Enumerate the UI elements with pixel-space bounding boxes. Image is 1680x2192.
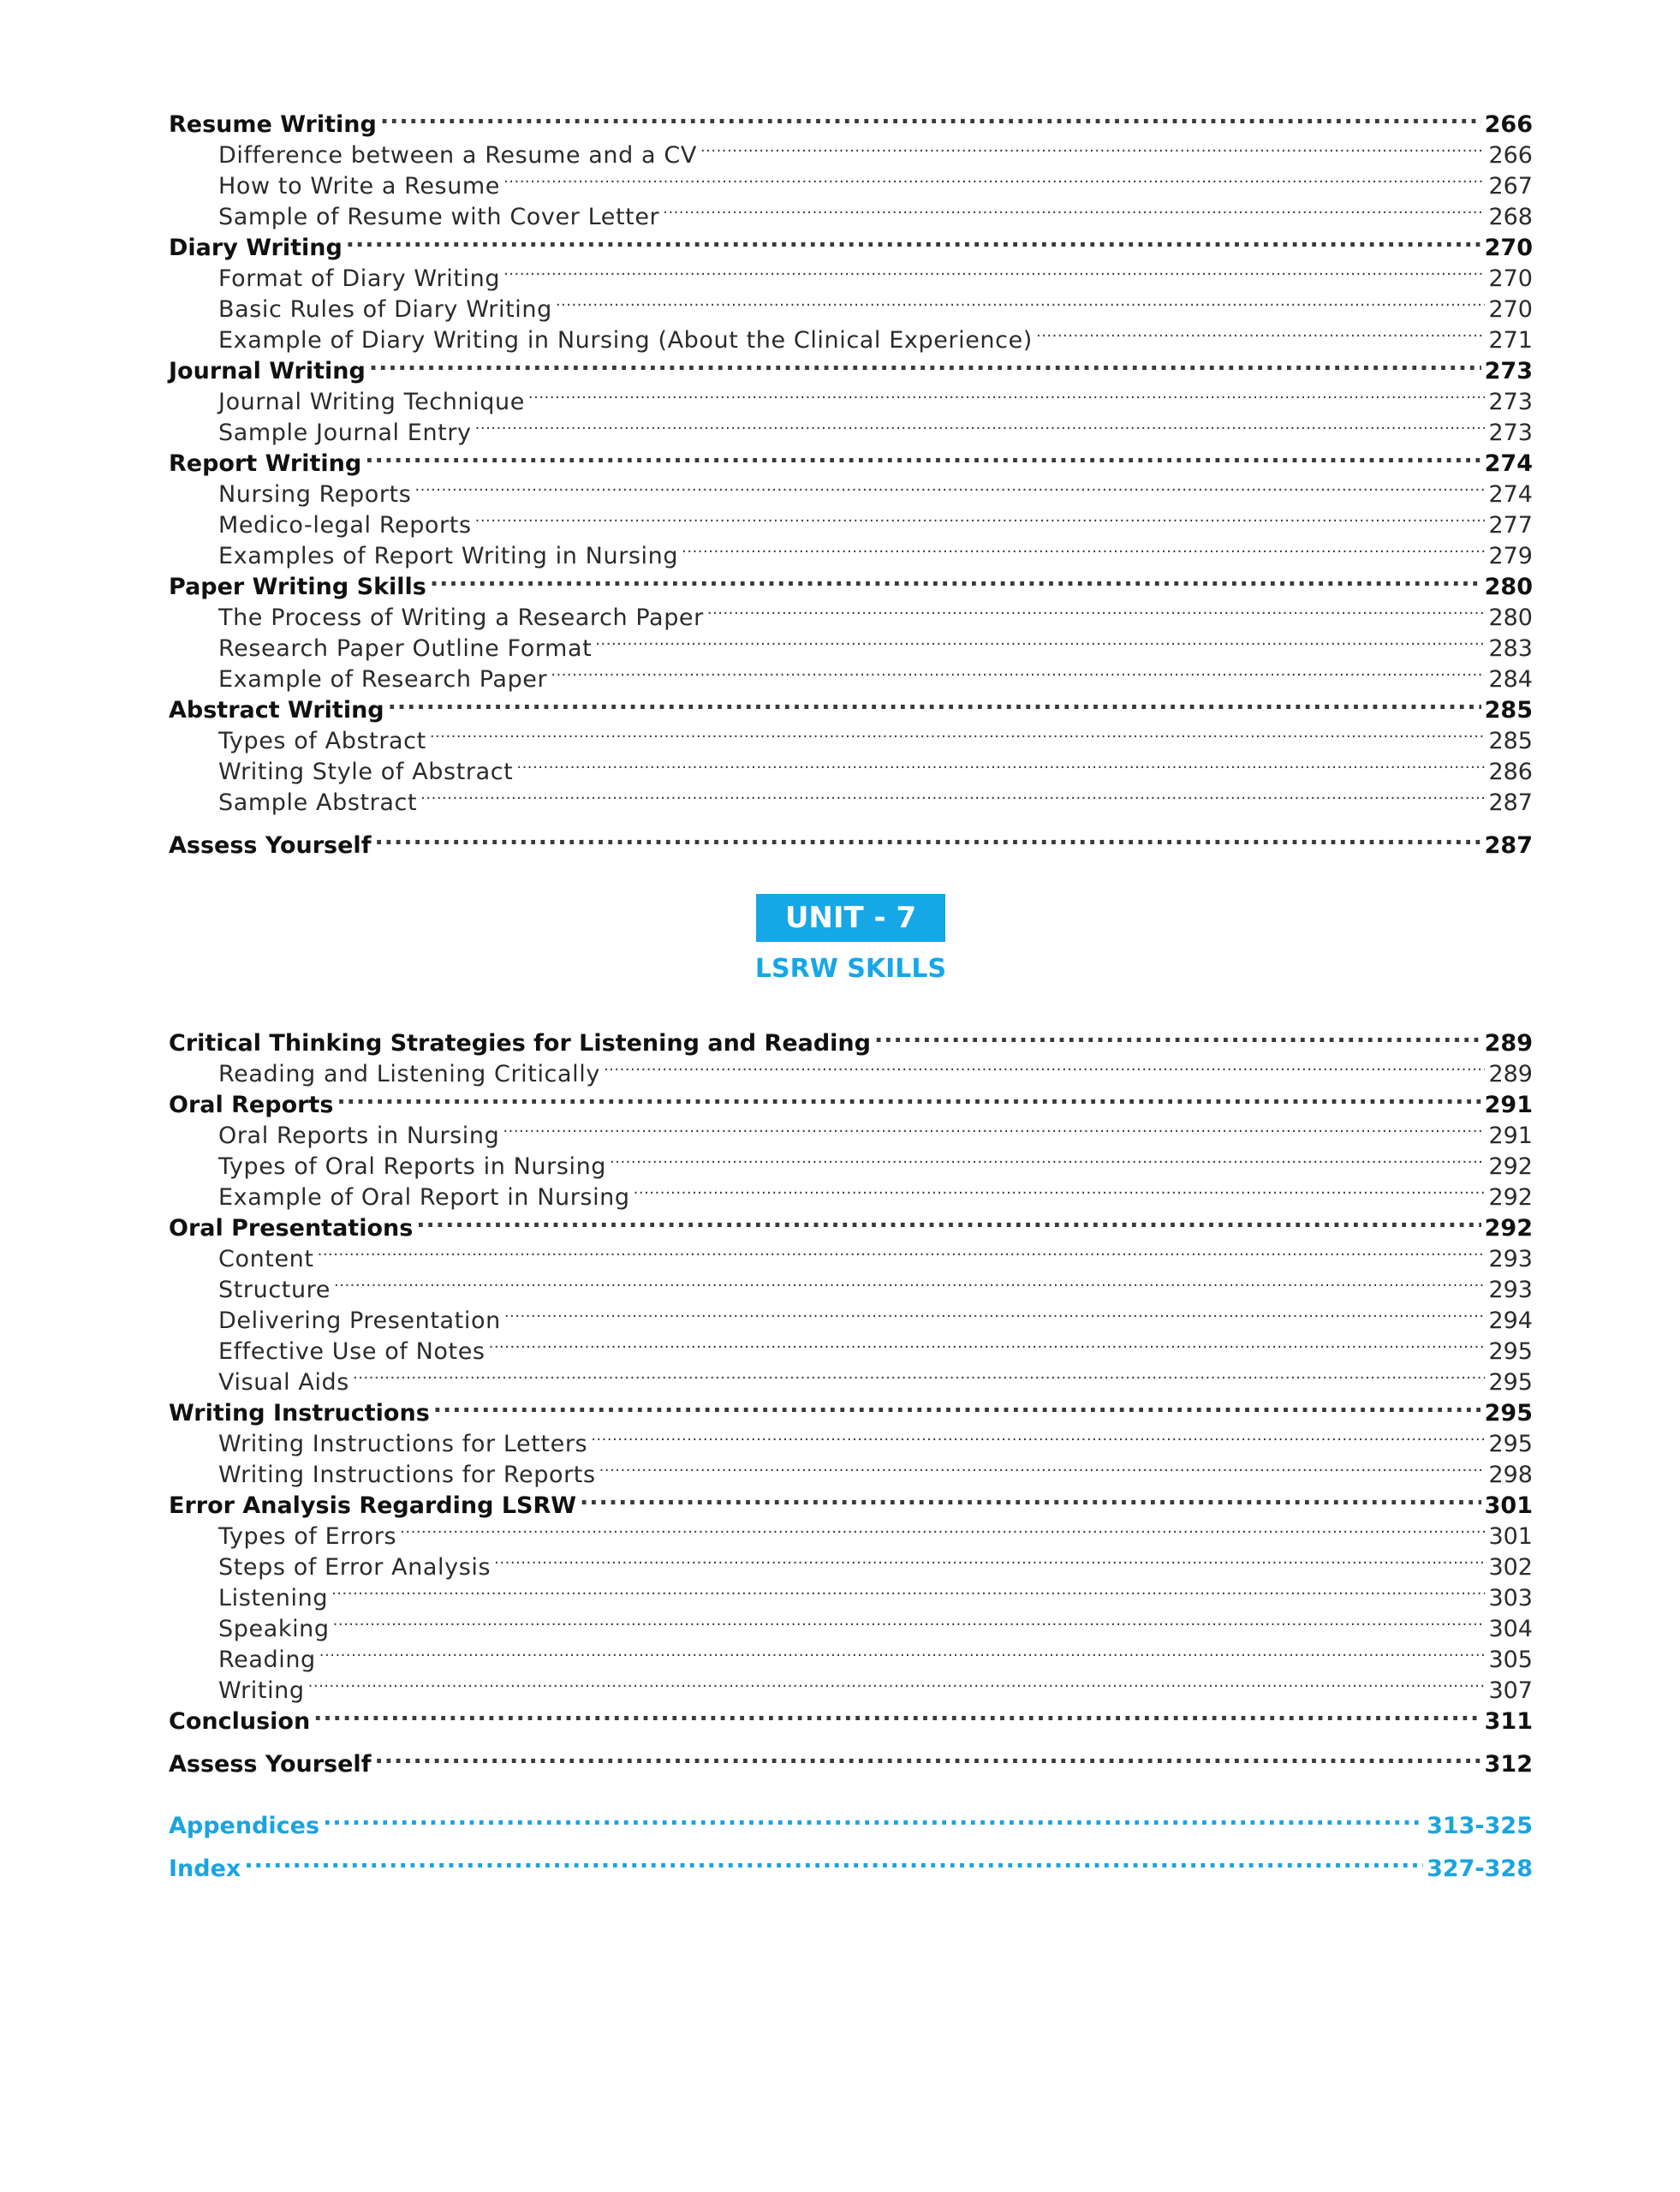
toc-entry-page: 279: [1488, 543, 1533, 569]
dot-leader: [244, 1845, 1423, 1876]
dot-leader: [380, 101, 1481, 132]
toc-entry-title: Nursing Reports: [218, 481, 412, 508]
dot-leader: [528, 378, 1486, 409]
toc-entry-title: Assess Yourself: [169, 1751, 372, 1778]
toc-entry-title: Writing Style of Abstract: [218, 759, 514, 785]
toc-entry-page: 295: [1488, 1338, 1533, 1365]
dot-leader: [599, 1451, 1486, 1482]
dot-leader: [374, 822, 1480, 853]
dot-leader: [308, 1667, 1486, 1698]
toc-entry-conclusion[interactable]: [169, 1698, 1533, 1735]
toc-entry-title: Journal Writing Technique: [218, 389, 525, 415]
toc-entry-page: 280: [1484, 574, 1533, 600]
dot-leader: [475, 502, 1486, 533]
toc-entry-title: Sample of Resume with Cover Letter: [218, 204, 660, 230]
toc-entry-title: Examples of Report Writing in Nursing: [218, 543, 679, 569]
toc-entry-title: Assess Yourself: [169, 832, 372, 859]
toc-entry-page: 270: [1488, 265, 1533, 292]
toc-entry-page: 289: [1488, 1061, 1533, 1087]
toc-entry-resume-writing[interactable]: [169, 101, 1533, 138]
toc-entry-title: Abstract Writing: [169, 697, 384, 724]
toc-entry-title: Paper Writing Skills: [169, 574, 426, 600]
toc-entry-page: 294: [1488, 1307, 1533, 1334]
toc-entry-structure[interactable]: [169, 1266, 1533, 1303]
toc-entry-title: Structure: [218, 1277, 331, 1303]
toc-entry-title: Report Writing: [169, 450, 362, 477]
dot-leader: [420, 779, 1485, 810]
toc-entry-page: 304: [1488, 1616, 1533, 1642]
toc-entry-page: 274: [1484, 450, 1533, 477]
dot-leader: [551, 656, 1485, 687]
dot-leader: [503, 255, 1485, 286]
dot-leader: [416, 1205, 1480, 1236]
toc-section-a: [169, 101, 1533, 816]
toc-entry-title: Example of Research Paper: [218, 666, 548, 693]
toc-entry-title: Basic Rules of Diary Writing: [218, 296, 552, 323]
toc-entry-page: 273: [1484, 358, 1533, 384]
toc-entry-page: 273: [1488, 389, 1533, 415]
dot-leader: [874, 1020, 1481, 1051]
toc-entry-page: 287: [1488, 789, 1533, 816]
dot-leader: [634, 1174, 1486, 1205]
toc-entry-page: 289: [1484, 1030, 1533, 1057]
dot-leader: [595, 625, 1485, 656]
dot-leader: [504, 1297, 1486, 1328]
toc-entry-title: Types of Oral Reports in Nursing: [218, 1153, 607, 1180]
toc-entry-title: Appendices: [169, 1813, 320, 1839]
toc-entry-title: Example of Diary Writing in Nursing (About the Clinical Experience): [218, 327, 1033, 354]
toc-entry-title: Diary Writing: [169, 235, 343, 261]
toc-entry-page: 301: [1488, 1523, 1533, 1550]
toc-entry-title: Steps of Error Analysis: [218, 1554, 491, 1581]
toc-entry-page: 293: [1488, 1246, 1533, 1272]
dot-leader: [323, 1802, 1423, 1833]
toc-entry-format-of-diary-writing[interactable]: [169, 255, 1533, 292]
spacer: [169, 1833, 1533, 1845]
toc-entry-page: 271: [1488, 327, 1533, 354]
toc-entry-title: Error Analysis Regarding LSRW: [169, 1492, 577, 1519]
toc-entry-page: 284: [1488, 666, 1533, 693]
toc-entry-title: Writing Instructions for Letters: [218, 1431, 588, 1457]
toc-entry-oral-reports[interactable]: [169, 1081, 1533, 1118]
dot-leader: [604, 1051, 1486, 1081]
toc-entry-page: 291: [1488, 1123, 1533, 1149]
dot-leader: [700, 132, 1486, 163]
dot-leader: [682, 533, 1485, 563]
toc-entry-page: 298: [1488, 1462, 1533, 1488]
dot-leader: [707, 594, 1486, 625]
toc-entry-writing-instructions[interactable]: [169, 1390, 1533, 1427]
toc-entry-title: Effective Use of Notes: [218, 1338, 486, 1365]
toc-entry-title: Visual Aids: [218, 1369, 349, 1396]
dot-leader: [353, 1359, 1485, 1390]
toc-entry-page: 286: [1488, 759, 1533, 785]
toc-entry-title: Research Paper Outline Format: [218, 635, 593, 662]
dot-leader: [610, 1143, 1485, 1174]
toc-entry-journal-writing[interactable]: [169, 348, 1533, 384]
toc-entry-page: 292: [1484, 1215, 1533, 1242]
toc-entry-page: 268: [1488, 204, 1533, 230]
toc-entry-assess-yourself-a[interactable]: [169, 822, 1533, 859]
toc-entry-page: 301: [1484, 1492, 1533, 1519]
dot-leader: [374, 1741, 1480, 1772]
toc-entry-page: 267: [1488, 173, 1533, 200]
toc-entry-title: Oral Reports in Nursing: [218, 1123, 500, 1149]
toc-entry-journal-writing-technique[interactable]: [169, 378, 1533, 415]
toc-entry-reading[interactable]: [169, 1636, 1533, 1673]
toc-entry-page: 285: [1488, 728, 1533, 754]
dot-leader: [388, 687, 1481, 718]
toc-entry-title: Reading and Listening Critically: [218, 1061, 600, 1087]
toc-entry-title: Example of Oral Report in Nursing: [218, 1184, 630, 1211]
dot-leader: [494, 1544, 1485, 1575]
toc-section-b: [169, 1020, 1533, 1735]
toc-entry-delivering-presentation[interactable]: [169, 1297, 1533, 1334]
dot-leader: [346, 224, 1481, 255]
toc-entry-nursing-reports[interactable]: [169, 471, 1533, 508]
toc-entry-title: Index: [169, 1855, 241, 1882]
toc-entry-report-writing[interactable]: [169, 440, 1533, 477]
toc-entry-page: 303: [1488, 1585, 1533, 1611]
toc-entry-page: 273: [1488, 420, 1533, 446]
dot-leader: [475, 409, 1486, 440]
dot-leader: [663, 194, 1485, 224]
toc-entry-listening[interactable]: [169, 1575, 1533, 1611]
dot-leader: [369, 348, 1481, 378]
toc-entry-index[interactable]: [169, 1845, 1533, 1882]
toc-entry-title: Oral Presentations: [169, 1215, 414, 1242]
toc-entry-diary-writing[interactable]: [169, 224, 1533, 261]
dot-leader: [318, 1236, 1486, 1266]
toc-entry-title: Sample Journal Entry: [218, 420, 472, 446]
unit-header: [169, 894, 1533, 984]
dot-leader: [430, 563, 1481, 594]
toc-entry-title: Journal Writing: [169, 358, 366, 384]
toc-entry-page: 295: [1488, 1369, 1533, 1396]
toc-entry-appendices[interactable]: [169, 1802, 1533, 1839]
toc-entry-page: 266: [1488, 142, 1533, 169]
toc-entry-page: 292: [1488, 1184, 1533, 1211]
dot-leader: [591, 1421, 1485, 1451]
toc-entry-page: 307: [1488, 1677, 1533, 1704]
toc-entry-page: 293: [1488, 1277, 1533, 1303]
toc-entry-page: 274: [1488, 481, 1533, 508]
toc-entry-page: 280: [1488, 605, 1533, 631]
toc-entry-title: Resume Writing: [169, 111, 377, 138]
dot-leader: [331, 1575, 1485, 1605]
toc-entry-title: Writing: [218, 1677, 305, 1704]
toc-page: [169, 101, 1533, 1882]
toc-entry-page: 291: [1484, 1092, 1533, 1118]
dot-leader: [556, 286, 1486, 317]
toc-entry-content[interactable]: [169, 1236, 1533, 1272]
toc-entry-title: Listening: [218, 1585, 329, 1611]
dot-leader: [433, 1390, 1481, 1421]
toc-entry-title: Sample Abstract: [218, 789, 418, 816]
toc-entry-title: Delivering Presentation: [218, 1307, 501, 1334]
toc-entry-page: 292: [1488, 1153, 1533, 1180]
toc-entry-title: The Process of Writing a Research Paper: [218, 605, 704, 631]
toc-entry-page: 302: [1488, 1554, 1533, 1581]
unit-badge: UNIT - 7: [756, 894, 945, 942]
toc-entry-page: 295: [1488, 1431, 1533, 1457]
dot-leader: [313, 1698, 1480, 1729]
toc-entry-title: Speaking: [218, 1616, 330, 1642]
toc-entry-title: Types of Errors: [218, 1523, 397, 1550]
toc-entry-title: Writing Instructions: [169, 1400, 430, 1427]
toc-entry-title: Oral Reports: [169, 1092, 334, 1118]
toc-entry-page: 327-328: [1427, 1855, 1533, 1882]
dot-leader: [414, 471, 1485, 502]
toc-entry-title: Medico-legal Reports: [218, 512, 472, 539]
toc-entry-page: 313-325: [1427, 1813, 1533, 1839]
dot-leader: [1036, 317, 1486, 348]
toc-entry-page: 295: [1484, 1400, 1533, 1427]
toc-entry-page: 270: [1484, 235, 1533, 261]
dot-leader: [489, 1328, 1486, 1359]
toc-entry-page: 277: [1488, 512, 1533, 539]
toc-entry-title: Difference between a Resume and a CV: [218, 142, 697, 169]
toc-entry-title: Format of Diary Writing: [218, 265, 501, 292]
dot-leader: [516, 748, 1485, 779]
unit-title: LSRW SKILLS: [754, 954, 947, 984]
dot-leader: [337, 1081, 1480, 1112]
toc-entry-page: 305: [1488, 1647, 1533, 1673]
dot-leader: [365, 440, 1480, 471]
toc-entry-page: 283: [1488, 635, 1533, 662]
toc-entry-title: Types of Abstract: [218, 728, 426, 754]
toc-entry-oral-reports-in-nursing[interactable]: [169, 1112, 1533, 1149]
dot-leader: [400, 1513, 1485, 1544]
toc-entry-title: Reading: [218, 1647, 316, 1673]
dot-leader: [333, 1605, 1486, 1636]
dot-leader: [430, 718, 1486, 748]
toc-entry-title: Conclusion: [169, 1708, 311, 1735]
toc-back-matter: [169, 1802, 1533, 1882]
toc-entry-title: Writing Instructions for Reports: [218, 1462, 596, 1488]
toc-entry-title: Critical Thinking Strategies for Listening and Reading: [169, 1030, 871, 1057]
toc-entry-title: How to Write a Resume: [218, 173, 501, 200]
toc-entry-visual-aids[interactable]: [169, 1359, 1533, 1396]
dot-leader: [334, 1266, 1485, 1297]
toc-entry-critical-thinking-strategies-for-listening-and-reading[interactable]: [169, 1020, 1533, 1057]
toc-entry-title: Content: [218, 1246, 314, 1272]
spacer: [169, 1729, 1533, 1741]
toc-entry-writing[interactable]: [169, 1667, 1533, 1704]
dot-leader: [503, 163, 1485, 194]
toc-entry-page: 270: [1488, 296, 1533, 323]
toc-entry-page: 311: [1484, 1708, 1533, 1735]
dot-leader: [319, 1636, 1486, 1667]
toc-entry-page: 312: [1484, 1751, 1533, 1778]
dot-leader: [580, 1482, 1481, 1513]
toc-entry-speaking[interactable]: [169, 1605, 1533, 1642]
toc-entry-page: 287: [1484, 832, 1533, 859]
toc-entry-page: 266: [1484, 111, 1533, 138]
toc-entry-assess-yourself-b[interactable]: [169, 1741, 1533, 1778]
dot-leader: [503, 1112, 1485, 1143]
toc-entry-page: 285: [1484, 697, 1533, 724]
